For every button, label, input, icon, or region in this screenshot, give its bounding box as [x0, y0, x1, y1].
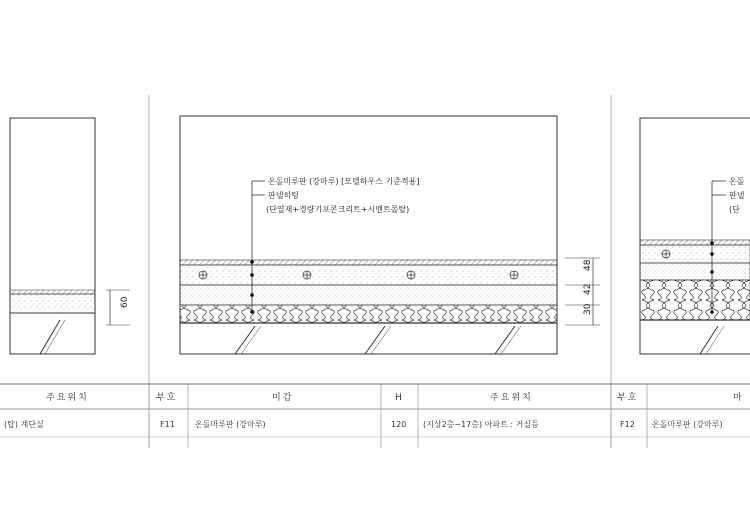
table-header-location-right: 주요위치 [490, 393, 533, 403]
table-header-finish-right: 마 [733, 393, 744, 403]
table-header-code: 부호 [156, 393, 178, 403]
table-cell-finish: 온돌마루판 (강마루) [195, 420, 266, 429]
table-header-finish: 미감 [272, 393, 294, 403]
table-cell-finish-right: 온돌마루판 (강마루) [652, 420, 723, 429]
right-callout-2: 판넬 [729, 191, 745, 200]
center-dimensions [565, 258, 600, 325]
dimension-42: 42 [583, 283, 593, 295]
table-header-location-left: 주요위치 [46, 393, 89, 403]
table-cell-code-right: F12 [620, 420, 635, 429]
table-header-h: H [395, 393, 404, 403]
center-section-detail [180, 116, 600, 354]
dimension-30: 30 [583, 303, 593, 315]
callout-layers: (단열재+경량기포콘크리트+시멘트몰탈) [266, 205, 410, 214]
table-header-code-right: 부호 [617, 393, 639, 403]
right-section-detail [640, 118, 750, 354]
table-cell-location-left: (탑) 계단실 [4, 420, 44, 429]
table-cell-location-right: (지상2층~17층) 아파트 : 거실등 [423, 420, 539, 429]
table-cell-code: F11 [160, 420, 175, 429]
right-callout-3: (단 [729, 205, 740, 214]
callout-flooring: 온돌미루판 (강마루) [모델하우스 기준적용] [268, 177, 420, 186]
right-callout-1: 온돌 [729, 177, 745, 186]
table-cell-h: 120 [391, 420, 407, 429]
left-section-detail [10, 118, 130, 354]
finish-table [0, 384, 750, 448]
left-dimension-label: 60 [120, 296, 130, 308]
callout-panel-heating: 판넬히팅 [268, 191, 299, 200]
dimension-48: 48 [583, 259, 593, 271]
